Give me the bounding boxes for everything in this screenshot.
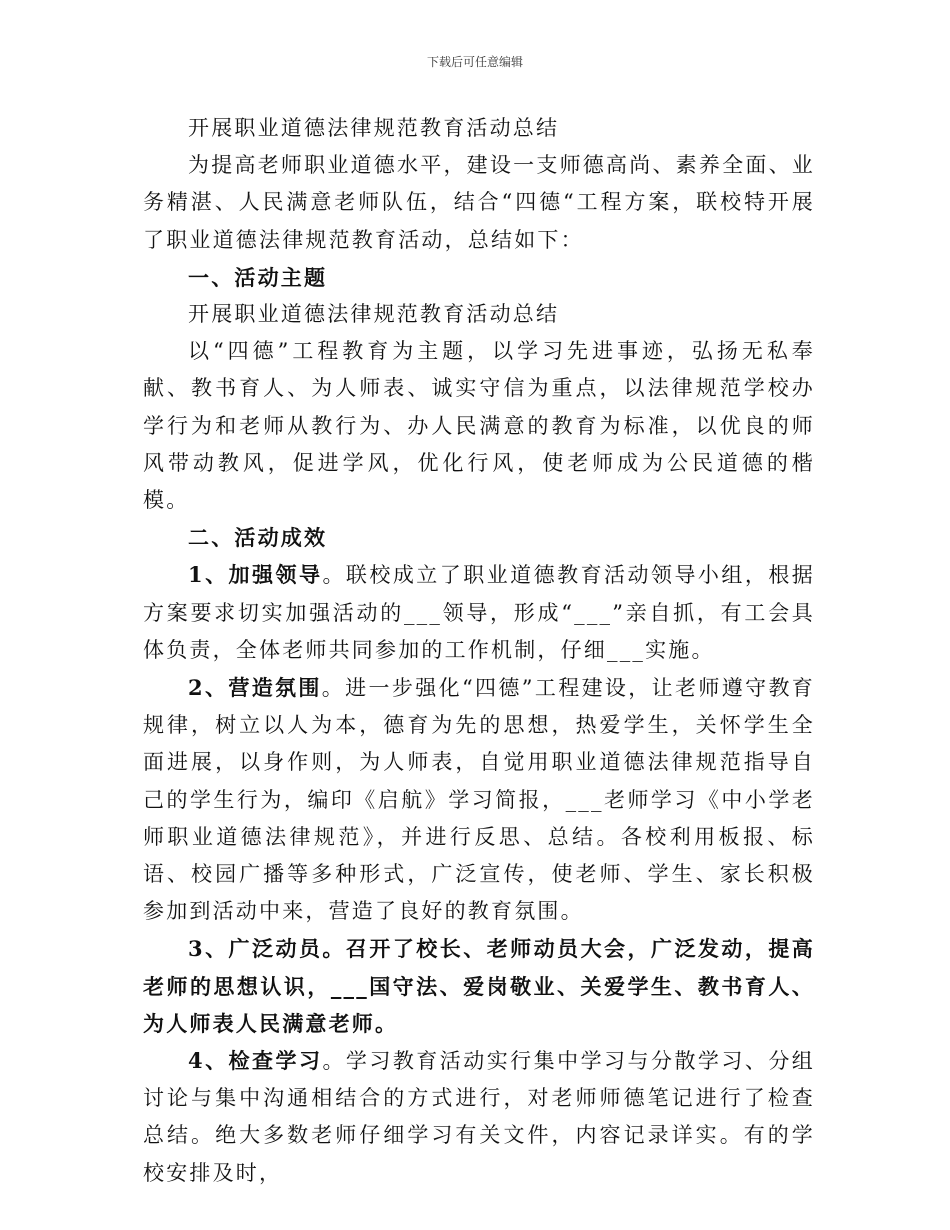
item2-paragraph xyxy=(143,669,815,930)
item2-body: 。进一步强化“四德”工程建设，让老师遵守教育规律，树立以人为本，德育为先的思想，热爱学生，关怀学生全面进展，以身作则，为人师表，自觉用职业道德法律规范指导自己的学生行为，编印《启航》学习简报，___老师学习《中小学老师职业道德法律规范》，并进行反思、总结。各校利用板报、标语、校园广播等多种形式，广泛宣传，使老师、学生、家长积极参加到活动中来，营造了良好的教育氛围。 xyxy=(143,676,816,924)
page-header: 下载后可任意编辑 xyxy=(426,55,523,69)
document-body xyxy=(143,110,815,1192)
item1-body: 。联校成立了职业道德教育活动领导小组，根据方案要求切实加强活动的___领导，形成“___”亲自抓，有工会具体负责，全体老师共同参加的工作机制，仔细___实施。 xyxy=(143,563,816,662)
item4-body: 。学习教育活动实行集中学习与分散学习、分组讨论与集中沟通相结合的方式进行，对老师师德笔记进行了检查总结。绝大多数老师仔细学习有关文件，内容记录详实。有的学校安排及时， xyxy=(143,1049,816,1185)
item4-paragraph xyxy=(143,1042,815,1192)
item4-title: 4、检查学习 xyxy=(188,1048,323,1074)
item1-title: 1、加强领导 xyxy=(188,562,323,588)
intro-paragraph: 为提高老师职业道德水平，建设一支师德高尚、素养全面、业务精湛、人民满意老师队伍，结合“四德“工程方案，联校特开展了职业道德法律规范教育活动，总结如下： xyxy=(143,153,815,252)
section2-heading: 二、活动成效 xyxy=(188,525,328,551)
section1-paragraph: 以“四德”工程教育为主题，以学习先进事迹，弘扬无私奉献、教书育人、为人师表、诚实守信为重点，以法律规范学校办学行为和老师从教行为、办人民满意的教育为标准，以优良的师风带动教风，促进学风，优化行风，使老师成为公民道德的楷模。 xyxy=(143,339,815,513)
item3-paragraph: 3、广泛动员。召开了校长、老师动员大会，广泛发动，提高老师的思想认识，___国守法、爱岗敬业、关爱学生、教书育人、为人师表人民满意老师。 xyxy=(143,936,815,1036)
item2-title: 2、营造氛围 xyxy=(188,675,322,701)
document-title: 开展职业道德法律规范教育活动总结 xyxy=(188,116,560,140)
section1-subtitle: 开展职业道德法律规范教育活动总结 xyxy=(188,302,560,327)
item1-paragraph xyxy=(143,556,815,669)
section1-heading: 一、活动主题 xyxy=(188,264,328,290)
